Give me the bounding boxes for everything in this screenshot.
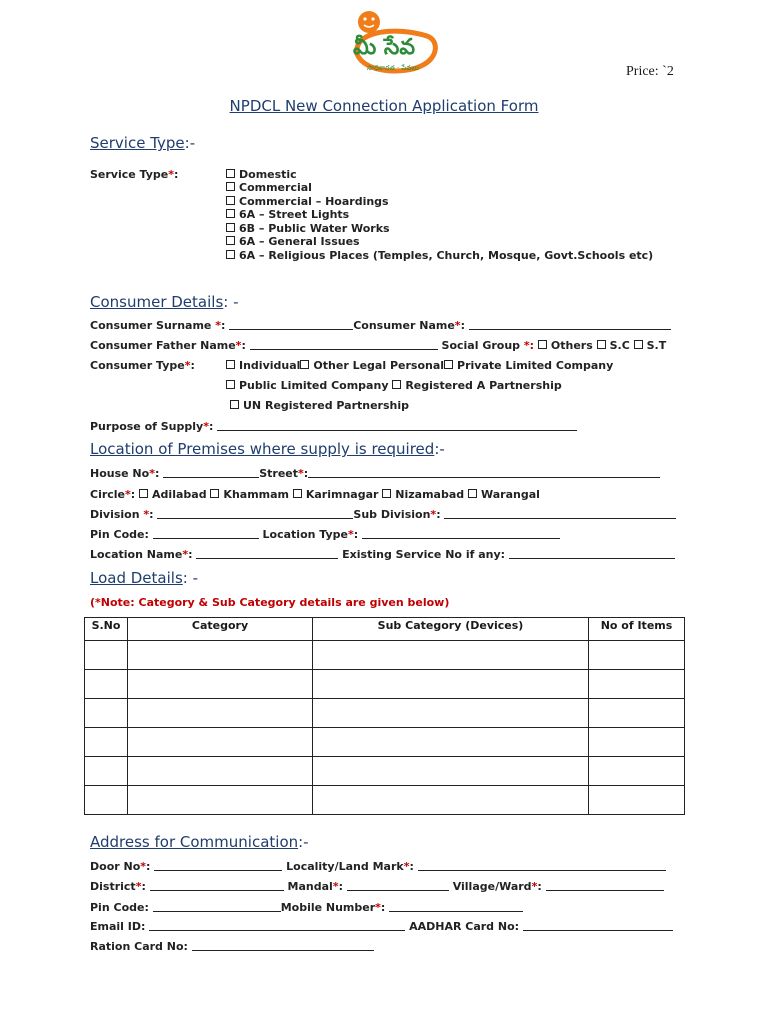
door-no-field[interactable] [154, 860, 282, 871]
location-heading: Location of Premises where supply is required:- [90, 440, 445, 458]
service-option-commercial[interactable]: Commercial [226, 181, 312, 194]
checkbox[interactable] [226, 223, 235, 232]
pin-code-field[interactable] [153, 528, 259, 539]
email-field[interactable] [149, 920, 405, 931]
ration-row: Ration Card No: [90, 940, 374, 953]
district-row: District*: Mandal*: Village/Ward*: [90, 880, 664, 893]
checkbox[interactable] [226, 236, 235, 245]
address-heading: Address for Communication:- [90, 833, 309, 851]
consumer-type-row-1: Individual Other Legal Personal Private Limited Company [226, 359, 613, 372]
checkbox-warangal[interactable] [468, 489, 477, 498]
consumer-name-field[interactable] [469, 319, 671, 330]
location-name-row: Location Name*: Existing Service No if any: [90, 548, 675, 561]
sub-division-field[interactable] [444, 508, 676, 519]
circle-row: Circle*: Adilabad Khammam Karimnagar Nizamabad Warangal [90, 488, 540, 501]
service-option-water-works[interactable]: 6B – Public Water Works [226, 222, 390, 235]
father-name-row: Consumer Father Name*: Social Group *: Others S.C S.T [90, 339, 667, 352]
ration-card-field[interactable] [192, 940, 374, 951]
village-field[interactable] [546, 880, 664, 891]
checkbox[interactable] [226, 196, 235, 205]
district-field[interactable] [150, 880, 284, 891]
service-type-heading: Service Type:- [90, 134, 196, 152]
father-name-field[interactable] [250, 339, 438, 350]
mandal-field[interactable] [347, 880, 449, 891]
service-type-label: Service Type*: [90, 168, 179, 181]
col-items: No of Items [589, 618, 685, 641]
price-label: Price: `2 [626, 64, 674, 79]
logo-tagline: సాధికారత · సేవలు [367, 64, 419, 72]
checkbox-sc[interactable] [597, 340, 606, 349]
col-sub-category: Sub Category (Devices) [313, 618, 589, 641]
purpose-row: Purpose of Supply*: [90, 420, 577, 433]
service-option-hoardings[interactable]: Commercial – Hoardings [226, 195, 389, 208]
mobile-field[interactable] [389, 901, 523, 912]
service-option-street-lights[interactable]: 6A – Street Lights [226, 208, 349, 221]
door-locality-row: Door No*: Locality/Land Mark*: [90, 860, 666, 873]
purpose-field[interactable] [217, 420, 577, 431]
logo-text: మీ సేవ [353, 35, 416, 60]
street-field[interactable] [308, 467, 660, 478]
checkbox-st[interactable] [634, 340, 643, 349]
checkbox-registered-partnership[interactable] [392, 380, 401, 389]
form-title: NPDCL New Connection Application Form [229, 97, 539, 115]
locality-field[interactable] [418, 860, 666, 871]
pin-mobile-row: Pin Code: Mobile Number*: [90, 901, 523, 914]
consumer-details-heading: Consumer Details: - [90, 293, 239, 311]
checkbox[interactable] [226, 182, 235, 191]
table-row [85, 786, 685, 815]
consumer-type-row-2: Public Limited Company Registered A Partnership [226, 379, 562, 392]
consumer-name-row: Consumer Surname *: Consumer Name*: [90, 319, 671, 332]
checkbox-legal-personal[interactable] [300, 360, 309, 369]
pin-location-type-row: Pin Code: Location Type*: [90, 528, 560, 541]
checkbox-others[interactable] [538, 340, 547, 349]
table-row [85, 728, 685, 757]
surname-field[interactable] [229, 319, 353, 330]
checkbox-karimnagar[interactable] [293, 489, 302, 498]
checkbox-adilabad[interactable] [139, 489, 148, 498]
service-option-general[interactable]: 6A – General Issues [226, 235, 360, 248]
email-aadhar-row: Email ID: AADHAR Card No: [90, 920, 673, 933]
location-type-field[interactable] [362, 528, 560, 539]
col-sno: S.No [85, 618, 128, 641]
house-no-field[interactable] [163, 467, 259, 478]
checkbox-individual[interactable] [226, 360, 235, 369]
checkbox-unregistered-partnership[interactable] [230, 400, 239, 409]
mee-seva-logo [335, 6, 445, 88]
consumer-type-row-3: UN Registered Partnership [230, 399, 409, 412]
service-option-religious[interactable]: 6A – Religious Places (Temples, Church, Mosque, Govt.Schools etc) [226, 249, 653, 262]
table-row [85, 670, 685, 699]
col-category: Category [128, 618, 313, 641]
location-name-field[interactable] [196, 548, 338, 559]
checkbox[interactable] [226, 169, 235, 178]
load-note: (*Note: Category & Sub Category details are given below) [90, 596, 450, 609]
address-pin-field[interactable] [153, 901, 281, 912]
checkbox-private-ltd[interactable] [444, 360, 453, 369]
load-table [84, 617, 685, 815]
house-street-row: House No*: Street*: [90, 467, 660, 480]
checkbox-nizamabad[interactable] [382, 489, 391, 498]
service-option-domestic[interactable]: Domestic [226, 168, 297, 181]
table-header-row [85, 618, 685, 641]
consumer-type-label: Consumer Type*: [90, 359, 195, 372]
division-row: Division *: Sub Division*: [90, 508, 676, 521]
table-row [85, 699, 685, 728]
load-details-heading: Load Details: - [90, 569, 198, 587]
checkbox[interactable] [226, 250, 235, 259]
table-row [85, 757, 685, 786]
checkbox-khammam[interactable] [210, 489, 219, 498]
checkbox-public-ltd[interactable] [226, 380, 235, 389]
existing-service-field[interactable] [509, 548, 675, 559]
aadhar-field[interactable] [523, 920, 673, 931]
table-row [85, 641, 685, 670]
checkbox[interactable] [226, 209, 235, 218]
division-field[interactable] [157, 508, 353, 519]
